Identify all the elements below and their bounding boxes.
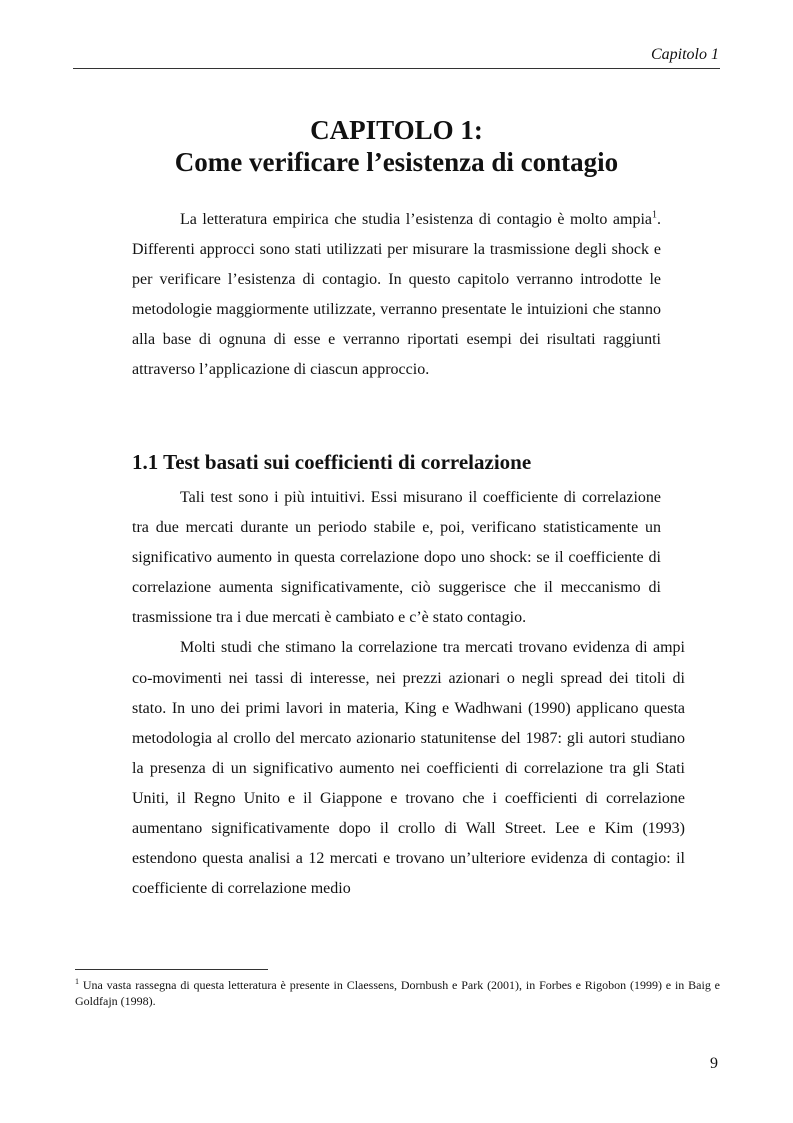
- section-body: [132, 483, 685, 904]
- footnote: [75, 977, 720, 1009]
- intro-text-end: . Differenti approcci sono stati utilizzati per misurare la trasmissione degli shock e per verificare l’esistenza di contagio. In questo capitolo verranno introdotte le metodologie maggiormente utilizzate, verranno presentate le intuizioni che stanno alla base di ognuna di esse e verranno riportati esempi dei risultati raggiunti attraverso l’applicazione di ciascun approccio.: [132, 211, 661, 379]
- section-paragraph-2: Molti studi che stimano la correlazione tra mercati trovano evidenza di ampi co-movimenti nei tassi di interesse, nei prezzi azionari o negli spread dei titoli di stato. In uno dei primi lavori in materia, King e Wadhwani (1990) applicano questa metodologia al crollo del mercato azionario statunitense del 1987: gli autori studiano la presenza di un significativo aumento nei coefficienti di correlazione tra gli Stati Uniti, il Regno Unito e il Giappone e trovano che i coefficienti di correlazione aumentano significativamente dopo il crollo di Wall Street. Lee e Kim (1993) estendono questa analisi a 12 mercati e trovano un’ulteriore evidenza di contagio: il coefficiente di correlazione medio: [132, 639, 685, 898]
- chapter-label: CAPITOLO 1:: [310, 115, 483, 145]
- footnote-mark: 1: [75, 977, 79, 986]
- footnote-reference[interactable]: 1: [652, 209, 657, 221]
- intro-text-start: La letteratura empirica che studia l’esistenza di contagio è molto ampia: [180, 211, 652, 228]
- chapter-title: [0, 114, 793, 178]
- footnote-text: Una vasta rassegna di questa letteratura è presente in Claessens, Dornbush e Park (2001), in Forbes e Rigobon (1999) e in Baig e Goldfajn (1998).: [75, 978, 720, 1008]
- chapter-name: Come verificare l’esistenza di contagio: [174, 147, 619, 177]
- header-rule: [73, 68, 720, 69]
- running-head: Capitolo 1: [650, 46, 719, 63]
- section-heading: 1.1 Test basati sui coefficienti di correlazione: [132, 450, 532, 474]
- section-paragraph-1: Tali test sono i più intuitivi. Essi misurano il coefficiente di correlazione tra due mercati durante un periodo stabile e, poi, verificano statisticamente un significativo aumento in questa correlazione dopo uno shock: se il coefficiente di correlazione aumenta significativamente, ciò suggerisce che il meccanismo di trasmissione tra i due mercati è cambiato e c’è stato contagio.: [132, 489, 661, 627]
- intro-paragraph: [132, 205, 661, 386]
- footnote-rule: [75, 969, 268, 970]
- page-number: 9: [710, 1055, 718, 1072]
